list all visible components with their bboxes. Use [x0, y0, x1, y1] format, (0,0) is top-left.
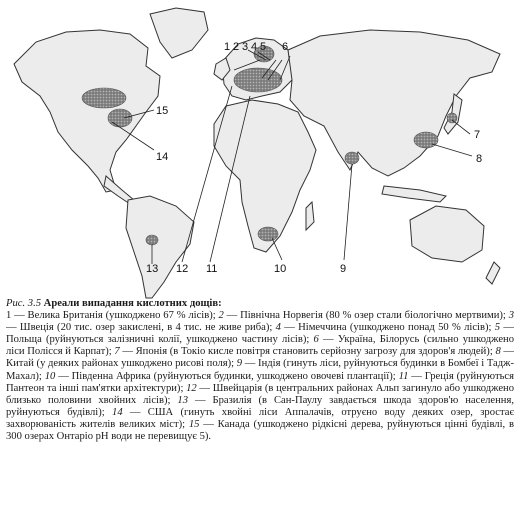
caption-num: 5	[494, 322, 501, 334]
caption-num: 2	[218, 310, 224, 322]
caption-num: 4	[275, 322, 281, 334]
map-label-3: 3	[242, 41, 249, 53]
map-label-4: 4	[251, 41, 258, 53]
map-label-11: 11	[206, 263, 218, 275]
caption-text: — Канада (ушкоджено рідкісні дерева, руйнуються цінні будівлі, в 300 озерах Онтаріо pH води не перевищує 5).	[6, 418, 514, 443]
map-label-12: 12	[176, 263, 189, 275]
caption-num: 15	[188, 418, 200, 430]
caption-num: 11	[398, 370, 409, 382]
caption-text: — Німеччина (ушкоджено понад 50 % лісів);	[280, 322, 495, 334]
caption-text: — Бразилія (в Сан-Паулу завдається шкода здоров'ю населення, руйнуються будівлі);	[6, 394, 514, 418]
caption-item-1	[6, 310, 219, 321]
madagascar-landmass	[306, 202, 314, 230]
caption-num: 3	[508, 310, 514, 322]
map-label-6: 6	[282, 41, 289, 53]
map-label-10: 10	[274, 263, 287, 275]
caption-num: 14	[112, 406, 123, 418]
map-label-1: 1	[224, 41, 231, 53]
caption-item-2	[219, 310, 509, 321]
caption-text: — Велика Британія (ушкоджено 67 % лісів);	[11, 310, 219, 322]
caption-text: — Індія (гинуть ліси, руйнуються будинки в Бомбеї і Тадж-Махал);	[6, 358, 514, 382]
caption-item-4	[276, 322, 495, 333]
caption-text: — Японія (в Токіо кисле повітря становить серйозну загрозу для здоров'я людей);	[119, 346, 496, 358]
figure-title: Ареали випадання кислотних дощів:	[43, 298, 222, 309]
caption-num: 6	[313, 334, 319, 346]
caption-item-10	[45, 371, 399, 382]
acid-area-japan	[447, 113, 457, 123]
caption-text: — Швеція (20 тис. озер закислені, в 4 тис. не живе риба);	[6, 322, 276, 334]
acid-area-europe	[234, 68, 282, 92]
map-label-8: 8	[476, 153, 483, 165]
acid-area-china	[414, 132, 438, 148]
map-label-9: 9	[340, 263, 347, 275]
caption-text: — США (гинуть хвойні ліси Аппалачів, отруєно воду деяких озер, зростає захворюваність жителів великих міст);	[6, 406, 514, 430]
figure-caption	[6, 298, 514, 443]
caption-text: — Північна Норвегія (80 % озер стали біологічно мертвими);	[223, 310, 509, 322]
new-zealand-landmass	[486, 262, 500, 284]
indonesia-landmass	[382, 186, 446, 202]
map-label-7: 7	[474, 129, 481, 141]
australia-landmass	[410, 206, 484, 262]
caption-num: 1	[6, 310, 12, 322]
caption-num: 13	[177, 394, 189, 406]
caption-text: — Польща (руйнуються залізничні колії, ушкоджено частину лісів);	[6, 322, 515, 346]
caption-num: 8	[495, 346, 501, 358]
acid-area-india	[345, 152, 359, 164]
map-label-2: 2	[233, 41, 240, 53]
acid-area-south-africa	[258, 227, 278, 241]
caption-num: 12	[186, 382, 197, 394]
caption-item-7	[114, 346, 495, 357]
map-label-13: 13	[146, 263, 159, 275]
map-label-5: 5	[260, 41, 267, 53]
caption-text: — Південна Африка (руйнуються будинки, ушкоджено овочеві плантації);	[55, 370, 399, 382]
caption-text: — Греція (руйнуються Пантеон та інші пам'ятки архітектури);	[6, 370, 514, 394]
caption-num: 9	[236, 358, 243, 370]
map-label-14: 14	[156, 151, 169, 163]
caption-text: — Швейцарія (в центральних районах Альп загинуло або ушкоджено близько половини хвойних лісів);	[6, 382, 514, 406]
map-label-15: 15	[156, 105, 169, 117]
caption-text: — Україна, Білорусь (сильно ушкоджено ліси Полісся й Карпат);	[6, 334, 515, 358]
south-america-landmass	[126, 196, 194, 298]
greenland-landmass	[150, 8, 208, 58]
caption-num: 7	[114, 346, 120, 358]
asia-landmass	[288, 30, 500, 176]
acid-area-brazil	[146, 235, 158, 245]
acid-area-usa	[108, 109, 132, 127]
north-america-landmass	[14, 30, 160, 192]
acid-area-canada	[82, 88, 126, 108]
figure-number: Рис. 3.5	[6, 298, 42, 309]
caption-num: 10	[44, 370, 56, 382]
caption-text: — Китай (у деяких районах ушкоджено рисові поля);	[6, 346, 514, 370]
